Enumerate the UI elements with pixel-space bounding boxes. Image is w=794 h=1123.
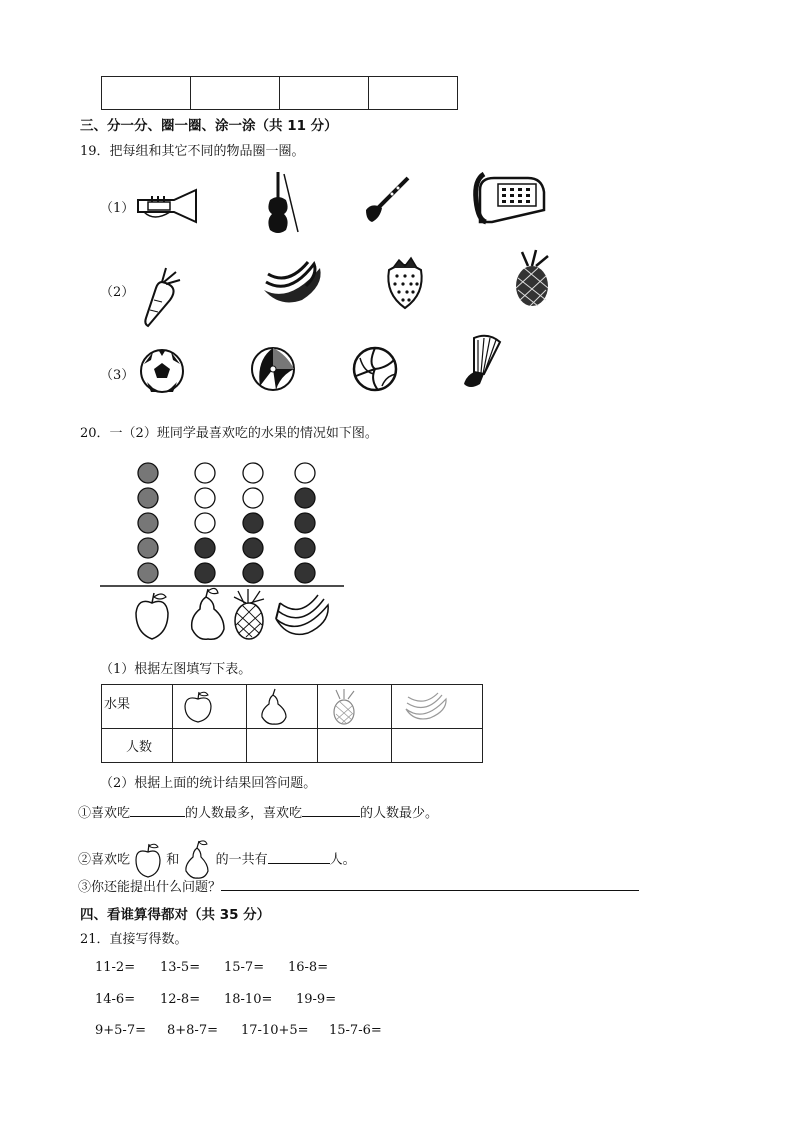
q20-question-b: ②喜欢吃 和 的一共有 人。 xyxy=(78,840,356,880)
banana-icon xyxy=(404,693,448,723)
beach-ball-icon[interactable] xyxy=(250,346,296,392)
calc-item: 9+5-7= xyxy=(95,1023,146,1038)
clarinet-icon[interactable] xyxy=(362,176,412,226)
pear-empty-dot xyxy=(195,513,215,533)
answer-cell[interactable] xyxy=(280,77,369,110)
apple-filled-dot xyxy=(138,488,158,508)
own-question-blank[interactable] xyxy=(221,876,639,891)
apple-filled-dot xyxy=(138,513,158,533)
calc-item: 18-10= xyxy=(224,992,273,1007)
calc-item: 17-10+5= xyxy=(241,1023,309,1038)
pear-icon xyxy=(183,840,211,880)
banana-filled-dot xyxy=(295,513,315,533)
banana-filled-dot xyxy=(295,488,315,508)
table-pineapple-cell xyxy=(318,685,392,729)
apple-filled-dot xyxy=(138,563,158,583)
calc-item: 15-7-6= xyxy=(329,1023,382,1038)
apple-filled-dot xyxy=(138,463,158,483)
q20-question-c: ③你还能提出什么问题？ xyxy=(78,876,639,895)
calc-item: 16-8= xyxy=(288,960,329,975)
q20-question-a: ①喜欢吃 的人数最多，喜欢吃 的人数最少。 xyxy=(78,802,438,821)
pineapple-icon xyxy=(234,589,264,639)
shuttlecock-icon[interactable] xyxy=(458,334,504,392)
telephone-icon[interactable] xyxy=(472,170,548,226)
calc-item: 11-2= xyxy=(95,960,136,975)
table-apple-cell xyxy=(173,685,247,729)
calc-item: 15-7= xyxy=(224,960,265,975)
q19-row1-label: （1） xyxy=(100,201,135,216)
calc-item: 14-6= xyxy=(95,992,136,1007)
answer-cell[interactable] xyxy=(191,77,280,110)
apple-icon xyxy=(134,842,162,878)
most-fruit-blank[interactable] xyxy=(130,802,185,817)
table-pear-cell xyxy=(247,685,318,729)
volleyball-icon[interactable] xyxy=(352,346,398,392)
calc-item: 19-9= xyxy=(296,992,337,1007)
q20-prompt: 20．一（2）班同学最喜欢吃的水果的情况如下图。 xyxy=(80,426,378,441)
violin-icon[interactable] xyxy=(262,170,302,236)
apple-count-cell[interactable] xyxy=(173,729,247,763)
apple-icon xyxy=(183,691,213,723)
pear-count-cell[interactable] xyxy=(247,729,318,763)
pineapple-filled-dot xyxy=(243,513,263,533)
strawberry-icon[interactable] xyxy=(383,254,427,310)
pear-empty-dot xyxy=(195,463,215,483)
trumpet-icon[interactable] xyxy=(134,188,202,224)
banana-icon xyxy=(276,595,328,634)
q19-row3-label: （3） xyxy=(100,368,135,383)
pineapple-filled-dot xyxy=(243,563,263,583)
q19-prompt: 19．把每组和其它不同的物品圈一圈。 xyxy=(80,144,305,159)
pear-icon xyxy=(259,689,289,725)
carrot-icon[interactable] xyxy=(140,266,184,328)
banana-filled-dot xyxy=(295,563,315,583)
pineapple-filled-dot xyxy=(243,538,263,558)
pineapple-icon xyxy=(330,689,360,725)
apple-icon xyxy=(136,593,168,639)
pear-filled-dot xyxy=(195,538,215,558)
section3-heading: 三、分一分、圈一圈、涂一涂（共 11 分） xyxy=(80,118,338,134)
answer-cell[interactable] xyxy=(102,77,191,110)
banana-icon[interactable] xyxy=(260,260,326,306)
banana-empty-dot xyxy=(295,463,315,483)
pineapple-empty-dot xyxy=(243,488,263,508)
q20-part2: （2）根据上面的统计结果回答问题。 xyxy=(100,776,317,791)
previous-answer-table xyxy=(101,76,458,110)
table-label-count: 人数 xyxy=(102,729,173,763)
pear-filled-dot xyxy=(195,563,215,583)
calc-item: 8+8-7= xyxy=(167,1023,218,1038)
total-count-blank[interactable] xyxy=(268,849,330,864)
fruit-count-table xyxy=(101,684,483,763)
banana-filled-dot xyxy=(295,538,315,558)
q19-row2-label: （2） xyxy=(100,285,135,300)
soccer-ball-icon[interactable] xyxy=(139,348,185,394)
pear-empty-dot xyxy=(195,488,215,508)
calc-item: 12-8= xyxy=(160,992,201,1007)
pineapple-count-cell[interactable] xyxy=(318,729,392,763)
pear-icon xyxy=(192,588,224,639)
fruit-pictograph xyxy=(98,455,348,645)
least-fruit-blank[interactable] xyxy=(302,802,360,817)
table-banana-cell xyxy=(392,685,483,729)
answer-cell[interactable] xyxy=(369,77,458,110)
section4-heading: 四、看谁算得都对（共 35 分） xyxy=(80,907,271,923)
q20-part1: （1）根据左图填写下表。 xyxy=(100,662,252,677)
pineapple-icon[interactable] xyxy=(510,250,556,310)
banana-count-cell[interactable] xyxy=(392,729,483,763)
q21-prompt: 21．直接写得数。 xyxy=(80,932,188,947)
calc-item: 13-5= xyxy=(160,960,201,975)
table-label-fruit: 水果 xyxy=(102,685,173,729)
apple-filled-dot xyxy=(138,538,158,558)
pineapple-empty-dot xyxy=(243,463,263,483)
